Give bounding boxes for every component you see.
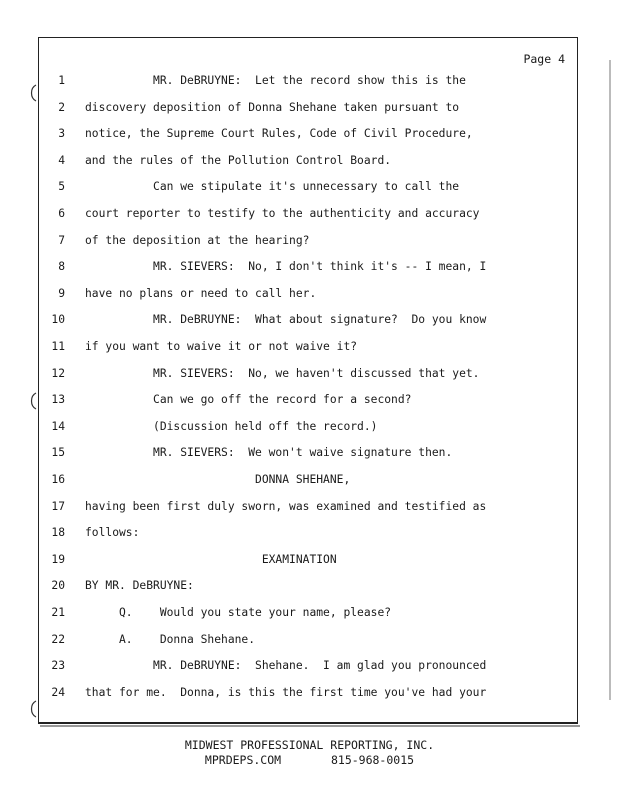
line-text: (Discussion held off the record.)	[85, 419, 378, 433]
transcript-line	[39, 387, 577, 413]
line-text: follows:	[85, 526, 140, 540]
transcript-line	[39, 494, 577, 520]
line-number: 24	[51, 685, 65, 699]
line-number: 22	[51, 632, 65, 646]
line-number: 18	[51, 526, 65, 540]
hole-punch-mark-top	[27, 84, 37, 102]
transcript-line	[39, 121, 577, 147]
line-number: 17	[51, 499, 65, 513]
line-text: have no plans or need to call her.	[85, 286, 317, 300]
line-text: MR. SIEVERS: No, I don't think it's -- I mean, I	[85, 260, 487, 274]
line-text: MR. DeBRUYNE: Shehane. I am glad you pronounced	[85, 659, 487, 673]
line-text: MR. DeBRUYNE: What about signature? Do you know	[85, 313, 487, 327]
line-text: Can we go off the record for a second?	[85, 393, 412, 407]
line-number: 13	[51, 393, 65, 407]
line-text: that for me. Donna, is this the first time you've had your	[85, 685, 487, 699]
transcript-line	[39, 254, 577, 280]
transcript-line	[39, 680, 577, 706]
line-number: 19	[51, 552, 65, 566]
line-number: 1	[58, 74, 65, 87]
page-number: Page 4	[523, 52, 565, 66]
line-text: court reporter to testify to the authenticity and accuracy	[85, 207, 480, 220]
line-number: 14	[51, 419, 65, 433]
transcript-line	[39, 467, 577, 493]
transcript-line	[39, 520, 577, 546]
transcript-line	[39, 174, 577, 200]
hole-punch-mark-middle	[27, 392, 37, 410]
transcript-line	[39, 228, 577, 254]
line-text: MR. DeBRUYNE: Let the record show this is the	[85, 74, 466, 87]
line-text: and the rules of the Pollution Control Board.	[85, 153, 392, 167]
hole-punch-mark-bottom	[27, 700, 37, 718]
line-text: BY MR. DeBRUYNE:	[85, 579, 194, 593]
footer-company: MIDWEST PROFESSIONAL REPORTING, INC.	[184, 738, 435, 752]
transcript-line	[39, 201, 577, 227]
line-text: A. Donna Shehane.	[85, 632, 256, 646]
line-text: notice, the Supreme Court Rules, Code of Civil Procedure,	[85, 127, 473, 141]
transcript-line	[39, 547, 577, 573]
transcript-line	[39, 95, 577, 121]
line-number: 21	[51, 606, 65, 619]
line-number: 16	[51, 473, 65, 486]
line-number: 11	[51, 340, 65, 353]
line-text: EXAMINATION	[85, 552, 337, 566]
transcript-line	[39, 600, 577, 626]
line-number: 7	[58, 233, 65, 247]
transcript-line	[39, 627, 577, 653]
transcript-line	[39, 148, 577, 174]
line-number: 4	[58, 153, 65, 167]
footer-contact	[0, 753, 619, 768]
line-text: DONNA SHEHANE,	[85, 473, 351, 486]
transcript-line	[39, 653, 577, 679]
line-number: 2	[58, 100, 65, 114]
transcript-line	[39, 68, 577, 94]
transcript-line	[39, 440, 577, 466]
line-text: Q. Would you state your name, please?	[85, 606, 392, 619]
line-number: 9	[58, 286, 65, 300]
line-number: 6	[58, 207, 65, 220]
footer-website: MPRDEPS.COM	[204, 753, 282, 767]
line-text: Can we stipulate it's unnecessary to call the	[85, 180, 460, 194]
line-text: discovery deposition of Donna Shehane taken pursuant to	[85, 100, 460, 114]
line-text: MR. SIEVERS: We won't waive signature then.	[85, 446, 453, 460]
line-number: 5	[58, 180, 65, 194]
line-number: 12	[51, 366, 65, 380]
line-text: of the deposition at the hearing?	[85, 233, 310, 247]
transcript-page	[38, 37, 578, 724]
transcript-line	[39, 573, 577, 599]
transcript-line	[39, 414, 577, 440]
line-number: 20	[51, 579, 65, 593]
page-shadow	[40, 725, 580, 727]
scan-edge-noise	[609, 60, 611, 700]
footer-phone: 815-968-0015	[330, 753, 415, 767]
line-number: 8	[58, 260, 65, 274]
line-number: 23	[51, 659, 65, 673]
transcript-line	[39, 361, 577, 387]
line-number: 10	[51, 313, 65, 327]
line-number: 3	[58, 127, 65, 141]
line-number: 15	[51, 446, 65, 460]
line-text: if you want to waive it or not waive it?	[85, 340, 358, 353]
line-text: having been first duly sworn, was examined and testified as	[85, 499, 487, 513]
transcript-line	[39, 334, 577, 360]
transcript-line	[39, 281, 577, 307]
line-text: MR. SIEVERS: No, we haven't discussed that yet.	[85, 366, 480, 380]
transcript-line	[39, 307, 577, 333]
